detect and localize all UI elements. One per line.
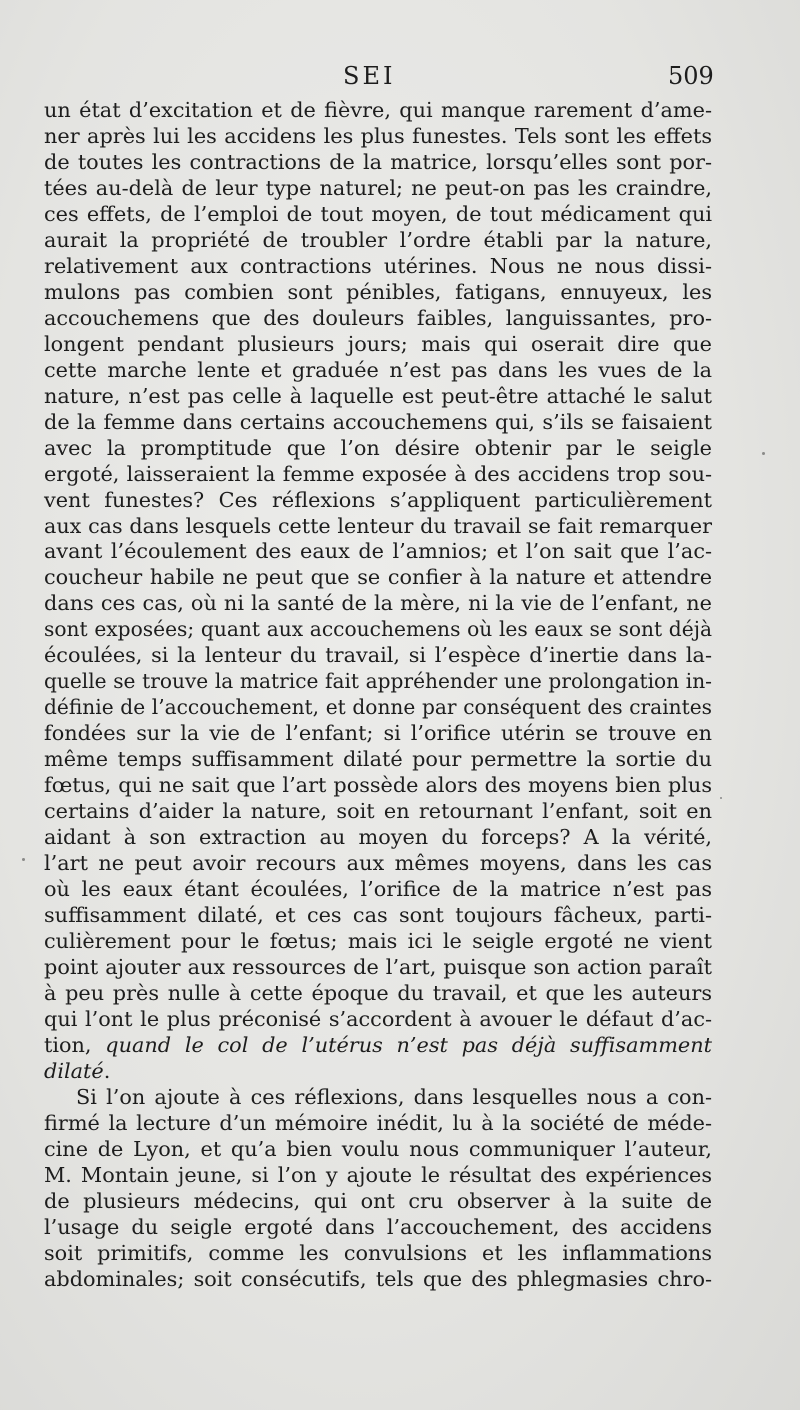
text-line: un état d’excitation et de fièvre, qui manque rarement d’ame- [44, 98, 712, 122]
text-line: point ajouter aux ressources de l’art, puisque son action paraît [44, 954, 712, 979]
body-text [44, 98, 712, 1293]
text-line: ergoté, laisseraient la femme exposée à des accidens trop sou- [44, 461, 712, 486]
text-line: aidant à son extraction au moyen du forceps? A la vérité, [44, 825, 712, 850]
text-line: fondées sur la vie de l’enfant; si l’orifice utérin se trouve en [44, 721, 712, 746]
text-line: relativement aux contractions utérines. Nous ne nous dissi- [44, 253, 712, 278]
line-prefix: tion, [44, 1032, 106, 1057]
paper-speck [762, 452, 765, 455]
text-line: cine de Lyon, et qu’a bien voulu nous communiquer l’auteur, [44, 1136, 712, 1161]
text-line: ner après lui les accidens les plus funestes. Tels sont les effets [44, 123, 712, 148]
text-line: Si l’on ajoute à ces réflexions, dans lesquelles nous a con- [76, 1084, 712, 1109]
text-line: vent funestes? Ces réflexions s’appliquent particulièrement [44, 487, 712, 512]
italic-phrase-end: dilaté [44, 1058, 104, 1083]
text-line: sont exposées; quant aux accouchemens où les eaux se sont déjà [44, 617, 712, 642]
text-line: nature, n’est pas celle à laquelle est peut-être attaché le salut [44, 383, 712, 408]
text-line: de plusieurs médecins, qui ont cru observer à la suite de [44, 1188, 712, 1213]
text-line: avant l’écoulement des eaux de l’amnios; et l’on sait que l’ac- [44, 539, 712, 564]
text-line: culièrement pour le fœtus; mais ici le seigle ergoté ne vient [44, 929, 712, 953]
text-line: ces effets, de l’emploi de tout moyen, de tout médicament qui [44, 201, 712, 226]
running-title: SEI [343, 62, 396, 90]
text-line: définie de l’accouchement, et donne par conséquent des craintes [44, 695, 712, 720]
running-header [0, 62, 800, 96]
text-line: soit primitifs, comme les convulsions et les inflammations [44, 1240, 712, 1265]
page-number: 509 [668, 62, 714, 90]
paper-speck [22, 858, 25, 861]
text-line: certains d’aider la nature, soit en retournant l’enfant, soit en [44, 799, 712, 824]
text-line: à peu près nulle à cette époque du travail, et que les auteurs [44, 980, 712, 1005]
text-line: quelle se trouve la matrice fait appréhender une prolongation in- [44, 669, 712, 694]
paper-speck [720, 797, 722, 799]
text-line: qui l’ont le plus préconisé s’accordent à avouer le défaut d’ac- [44, 1006, 712, 1031]
text-line: longent pendant plusieurs jours; mais qui oserait dire que [44, 331, 712, 356]
paragraph-1 [44, 98, 712, 1085]
text-line: mulons pas combien sont pénibles, fatigans, ennuyeux, les [44, 279, 712, 304]
italic-phrase: quand le col de l’utérus n’est pas déjà suffisamment [105, 1032, 712, 1057]
text-line: tées au-delà de leur type naturel; ne peut-on pas les craindre, [44, 175, 712, 200]
text-line-italic-phrase [44, 1033, 712, 1059]
text-line: avec la promptitude que l’on désire obtenir par le seigle [44, 435, 712, 460]
text-line: accouchemens que des douleurs faibles, languissantes, pro- [44, 305, 712, 330]
text-line: coucheur habile ne peut que se confier à la nature et attendre [44, 565, 712, 590]
text-line: écoulées, si la lenteur du travail, si l’espèce d’inertie dans la- [44, 643, 712, 668]
text-line: aux cas dans lesquels cette lenteur du travail se fait remarquer [44, 513, 712, 538]
text-line: M. Montain jeune, si l’on y ajoute le résultat des expériences [44, 1162, 712, 1187]
text-line: cette marche lente et graduée n’est pas dans les vues de la [44, 357, 712, 382]
line-suffix: . [103, 1058, 111, 1083]
text-line: où les eaux étant écoulées, l’orifice de la matrice n’est pas [44, 877, 712, 902]
paragraph-2 [44, 1085, 712, 1293]
text-line: l’art ne peut avoir recours aux mêmes moyens, dans les cas [44, 851, 712, 876]
text-line: de la femme dans certains accouchemens qui, s’ils se faisaient [44, 409, 712, 434]
text-line: dans ces cas, où ni la santé de la mère, ni la vie de l’enfant, ne [44, 591, 712, 616]
text-line: même temps suffisamment dilaté pour permettre la sortie du [44, 747, 712, 772]
text-line: fœtus, qui ne sait que l’art possède alors des moyens bien plus [44, 773, 712, 798]
text-line: firmé la lecture d’un mémoire inédit, lu à la société de méde- [44, 1110, 712, 1135]
text-line: aurait la propriété de troubler l’ordre établi par la nature, [44, 227, 712, 252]
text-line: suffisamment dilaté, et ces cas sont toujours fâcheux, parti- [44, 903, 712, 928]
text-line-italic-end [44, 1059, 712, 1085]
text-line: l’usage du seigle ergoté dans l’accouchement, des accidens [44, 1214, 712, 1239]
text-line: de toutes les contractions de la matrice, lorsqu’elles sont por- [44, 149, 712, 174]
text-line: abdominales; soit consécutifs, tels que des phlegmasies chro- [44, 1266, 712, 1291]
